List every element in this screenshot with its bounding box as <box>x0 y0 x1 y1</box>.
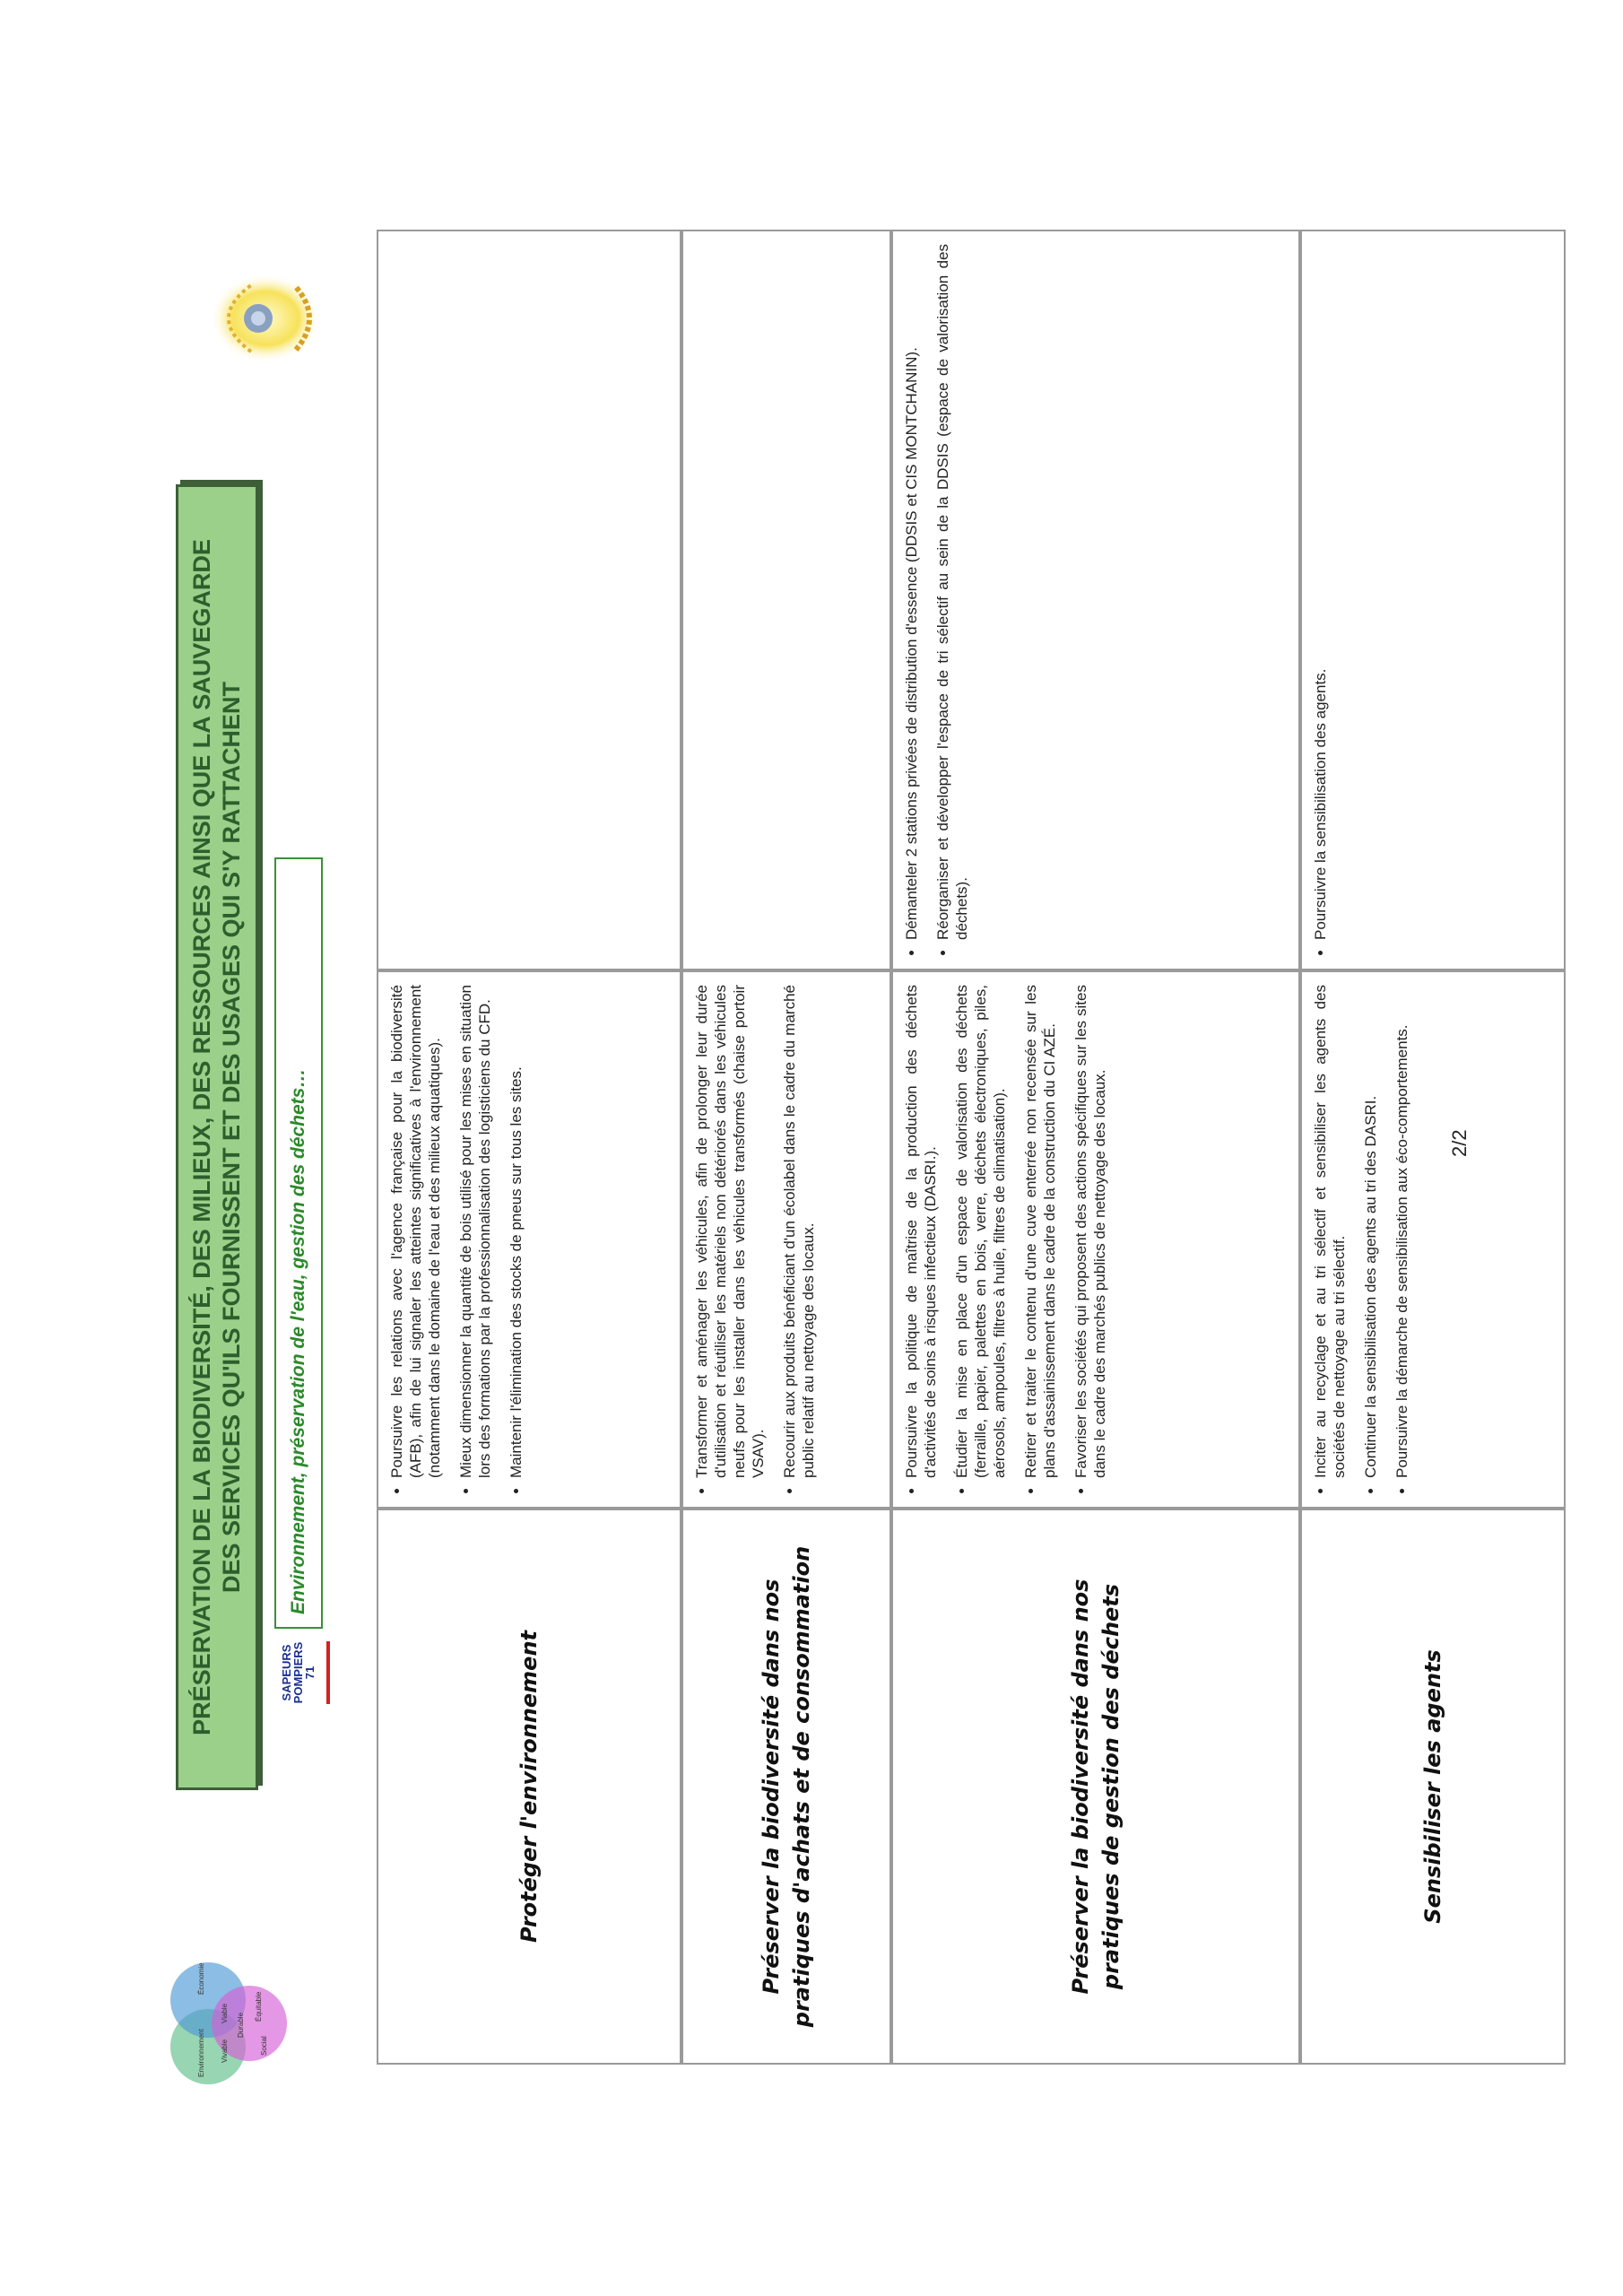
venn-label: Durable <box>237 2012 245 2038</box>
action-item: • Retirer et traiter le contenu d'une cuve enterrée non recensée sur les plans d'assainissement dans le cadre de la construction du CI AZÉ. <box>1021 985 1059 1478</box>
additional-actions-cell <box>681 230 891 970</box>
action-item: • Transformer et aménager les véhicules, afin de prolonger leur durée d'utilisation et réutiliser les matériels non détériorés dans les véhicules neufs pour les installer dans les véhicules transformés (chaise portoir VSAV). <box>692 985 768 1478</box>
additional-actions-cell <box>377 230 681 970</box>
action-item: • Poursuivre la politique de maîtrise de la production des déchets d'activités de soins à risques infectieux (DASRI.). <box>902 985 940 1478</box>
additional-actions-cell <box>891 230 1300 970</box>
action-list <box>902 244 971 960</box>
venn-label: Environnement <box>197 2029 205 2077</box>
actions-cell <box>681 970 891 1509</box>
action-item: • Poursuivre la sensibilisation des agents. <box>1311 244 1330 940</box>
action-list <box>1311 244 1330 960</box>
venn-label: Équitable <box>255 1991 263 2022</box>
theme-cell: Sensibiliser les agents <box>1300 1509 1566 2065</box>
action-list <box>1311 985 1411 1498</box>
emblem-icon <box>188 269 323 368</box>
actions-cell <box>891 970 1300 1509</box>
theme-cell: Préserver la biodiversité dans nos pratiques de gestion des déchets <box>891 1509 1300 2065</box>
title-line-2: DES SERVICES QU'ILS FOURNISSENT ET DES USAGES QUI S'Y RATTACHENT <box>218 682 245 1593</box>
action-item: • Réorganiser et développer l'espace de tri sélectif au sein de la DDSIS (espace de valorisation des déchets). <box>933 244 971 940</box>
venn-label: Vivable <box>221 2039 229 2063</box>
action-item: • Poursuivre les relations avec l'agence française pour la biodiversité (AFB), afin de lui signaler les atteintes significatives à l'environnement (notamment dans le domaine de l'eau et des milieux aquatiques). <box>387 985 444 1478</box>
action-list <box>692 985 818 1498</box>
action-item: • Continuer la sensibilisation des agents au tri des DASRI. <box>1361 985 1380 1478</box>
additional-actions-cell <box>1300 230 1566 970</box>
action-table <box>377 230 1445 2065</box>
title-line-1: PRÉSERVATION DE LA BIODIVERSITÉ, DES MILIEUX, DES RESSOURCES AINSI QUE LA SAUVEGARDE <box>188 539 215 1735</box>
action-item: • Maintenir l'élimination des stocks de pneus sur tous les sites. <box>507 985 525 1478</box>
action-item: • Poursuivre la démarche de sensibilisation aux éco-comportements. <box>1393 985 1411 1478</box>
action-item: • Étudier la mise en place d'un espace de valorisation des déchets (ferraille, papier, palettes en bois, verre, déchets électroniques, piles, aérosols, ampoules, filtres à huile, filtres de climatisation). <box>952 985 1009 1478</box>
venn-label: Social <box>260 2036 268 2056</box>
action-item: • Mieux dimensionner la quantité de bois utilisé pour les mises en situation lors des formations par la professionnalisation des logisticiens du CFD. <box>456 985 494 1478</box>
action-item: • Recourir aux produits bénéficiant d'un écolabel dans le cadre du marché public relatif au nettoyage des locaux. <box>780 985 818 1478</box>
action-item: • Favoriser les sociétés qui proposent des actions spécifiques sur les sites dans le cadre des marchés publics de nettoyage des locaux. <box>1072 985 1109 1478</box>
action-item: • Inciter au recyclage et au tri sélectif et sensibiliser les agents des sociétés de nettoyage au tri sélectif. <box>1311 985 1349 1478</box>
page-subtitle: Environnement, préservation de l'eau, gestion des déchets… <box>274 857 323 1629</box>
action-list <box>902 985 1109 1498</box>
page-number: 2/2 <box>1448 1129 1471 1157</box>
sapeurs-pompiers-logo: SAPEURS POMPIERS 71 <box>269 1641 330 1704</box>
actions-cell <box>377 970 681 1509</box>
theme-cell: Protéger l'environnement <box>377 1509 681 2065</box>
venn-label: Viable <box>221 2003 229 2023</box>
venn-label: Économie <box>197 1962 205 1995</box>
action-item: • Démanteler 2 stations privées de distribution d'essence (DDSIS et CIS MONTCHANIN). <box>902 244 921 940</box>
actions-cell <box>1300 970 1566 1509</box>
action-list <box>387 985 525 1498</box>
sustainability-venn-logo <box>170 1941 296 2084</box>
page-title <box>176 484 258 1790</box>
theme-cell: Préserver la biodiversité dans nos pratiques d'achats et de consommation <box>681 1509 891 2065</box>
